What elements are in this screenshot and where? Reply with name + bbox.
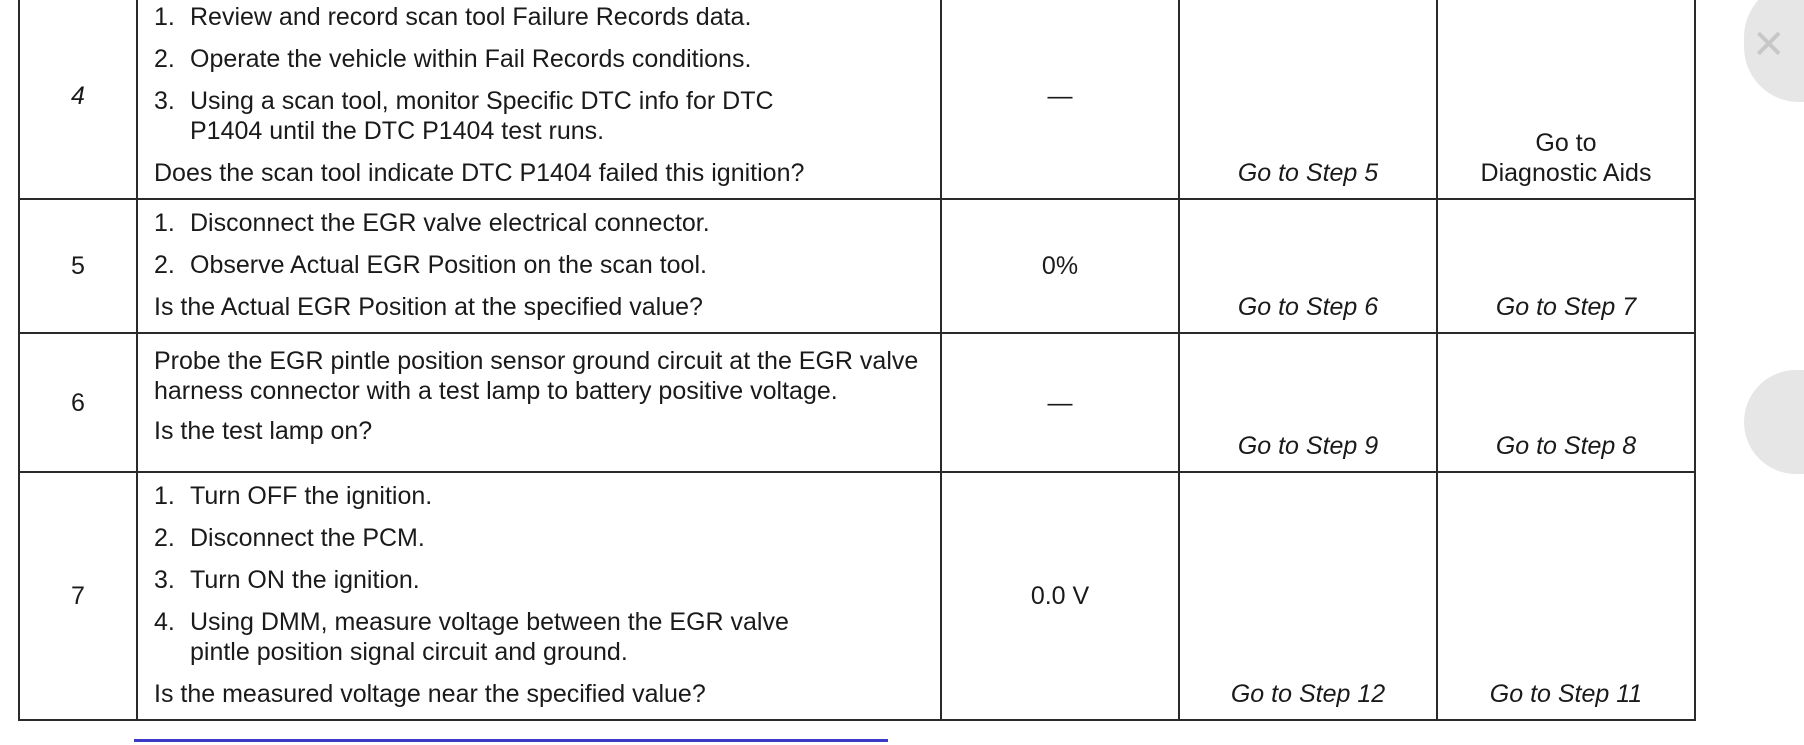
yes-cell [1179,333,1437,472]
specified-value: — [1047,82,1073,110]
yes-action: Go to Step 12 [1230,680,1386,708]
no-action: Go to Step 8 [1495,432,1637,460]
action-cell [137,199,941,333]
no-cell [1437,333,1695,472]
step-number: 5 [71,252,85,280]
value-cell [941,0,1179,199]
value-cell [941,472,1179,720]
step-number-cell [19,333,137,472]
table-row [19,333,1695,472]
step-question: Is the measured voltage near the specified value? [154,680,706,708]
step-question: Is the Actual EGR Position at the specified value? [154,293,703,321]
list-item: 4. Using DMM, measure voltage between the EGR valve pintle position signal circuit and ground. [154,608,789,666]
action-list [154,2,926,146]
action-list [154,208,926,280]
list-item: 2. Observe Actual EGR Position on the scan tool. [154,251,707,279]
yes-cell [1179,472,1437,720]
action-list [154,481,926,667]
yes-cell [1179,0,1437,199]
yes-action: Go to Step 5 [1237,159,1379,187]
diagnostic-table [18,0,1696,721]
no-cell [1437,472,1695,720]
step-number-cell [19,199,137,333]
list-item: 1. Review and record scan tool Failure Records data. [154,3,752,31]
value-cell [941,199,1179,333]
step-question: Is the test lamp on? [154,417,373,445]
step-number: 4 [71,82,85,110]
step-instruction: Probe the EGR pintle position sensor ground circuit at the EGR valve harness connector with a test lamp to battery positive voltage. [154,347,919,405]
no-action-line1: Go to [1535,129,1597,157]
action-cell [137,0,941,199]
no-action: Go to Step 11 [1489,680,1643,708]
yes-action: Go to Step 6 [1237,293,1379,321]
action-cell [137,333,941,472]
no-action: Go to Step 7 [1495,293,1637,321]
action-cell [137,472,941,720]
list-item: 1. Turn OFF the ignition. [154,482,433,510]
list-item: 2. Disconnect the PCM. [154,524,425,552]
yes-action: Go to Step 9 [1237,432,1379,460]
value-cell [941,333,1179,472]
step-number: 6 [71,388,85,417]
selection-underline [134,739,888,742]
step-question: Does the scan tool indicate DTC P1404 failed this ignition? [154,159,805,187]
table-row [19,199,1695,333]
step-number: 7 [71,582,85,610]
step-number-cell [19,472,137,720]
list-item: 3. Using a scan tool, monitor Specific DTC info for DTC P1404 until the DTC P1404 test runs. [154,87,774,145]
step-number-cell [19,0,137,199]
list-item: 2. Operate the vehicle within Fail Records conditions. [154,45,752,73]
table-row [19,472,1695,720]
close-icon[interactable]: ✕ [1752,22,1786,68]
table-row [19,0,1695,199]
no-cell [1437,0,1695,199]
list-item: 3. Turn ON the ignition. [154,566,420,594]
no-action-line2: Diagnostic Aids [1480,159,1652,187]
specified-value: 0% [1041,252,1079,280]
no-cell [1437,199,1695,333]
specified-value: — [1047,388,1073,417]
diagnostic-table-container [18,0,1694,721]
yes-cell [1179,199,1437,333]
viewer-next-button[interactable] [1744,370,1804,474]
list-item: 1. Disconnect the EGR valve electrical connector. [154,209,710,237]
specified-value: 0.0 V [1030,582,1090,610]
